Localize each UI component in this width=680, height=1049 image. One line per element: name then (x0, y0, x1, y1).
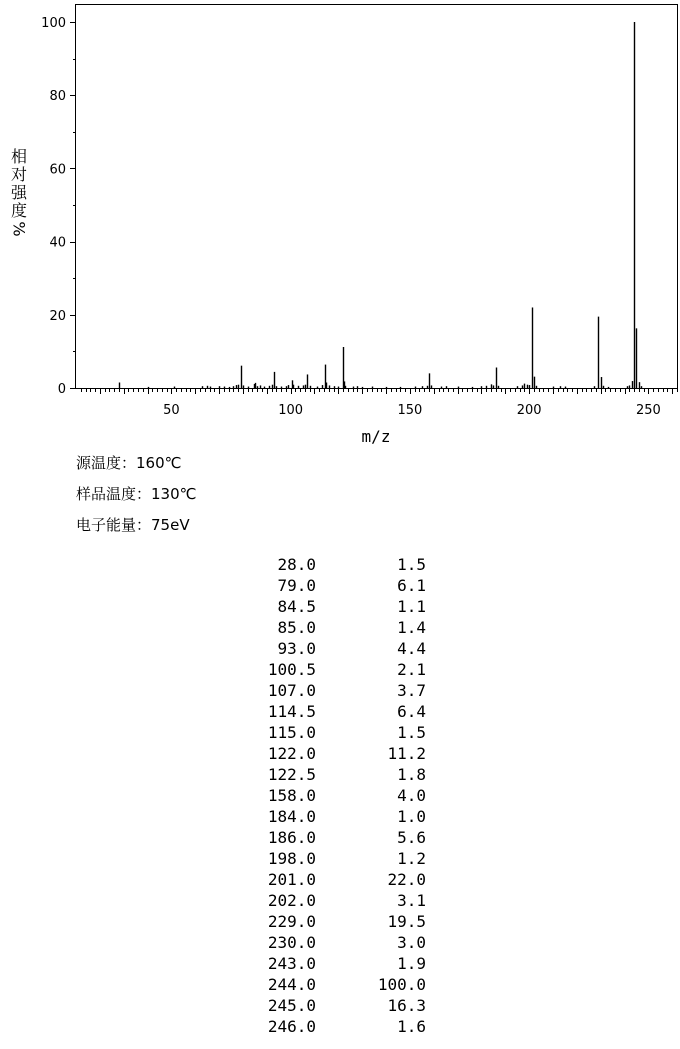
y-tick-label: 80 (49, 89, 66, 105)
table-row (200, 995, 426, 1016)
table-row (200, 764, 426, 785)
table-row (200, 554, 426, 575)
table-row (200, 701, 426, 722)
table-row (200, 827, 426, 848)
table-row (200, 911, 426, 932)
y-tick-label: 60 (49, 162, 66, 178)
mz-cell: 186.0 (267, 828, 316, 847)
abundance-cell: 2.1 (397, 660, 426, 679)
abundance-cell: 3.1 (397, 891, 426, 910)
mz-cell: 201.0 (267, 870, 316, 889)
y-tick-label: 20 (49, 308, 66, 324)
peak-list-table (200, 554, 426, 1037)
table-row (200, 1016, 426, 1037)
table-row (200, 806, 426, 827)
abundance-cell: 100.0 (377, 975, 426, 994)
x-tick-label: 100 (278, 403, 304, 418)
abundance-cell: 1.1 (397, 597, 426, 616)
mz-cell: 246.0 (267, 1017, 316, 1036)
mz-cell: 184.0 (267, 807, 316, 826)
mz-cell: 107.0 (267, 681, 316, 700)
table-row (200, 680, 426, 701)
table-row (200, 848, 426, 869)
table-row (200, 596, 426, 617)
y-axis-label-char: 相 (10, 147, 27, 166)
table-row (200, 617, 426, 638)
y-axis-label-char: 强 (10, 183, 27, 202)
mz-cell: 229.0 (267, 912, 316, 931)
abundance-cell: 1.5 (397, 555, 426, 574)
y-axis-label (8, 148, 30, 238)
abundance-cell: 1.8 (397, 765, 426, 784)
mass-spectrum-chart (0, 0, 680, 450)
table-row (200, 932, 426, 953)
abundance-cell: 4.0 (397, 786, 426, 805)
table-row (200, 974, 426, 995)
table-row (200, 743, 426, 764)
abundance-cell: 1.0 (397, 807, 426, 826)
abundance-cell: 6.4 (397, 702, 426, 721)
table-row (200, 659, 426, 680)
acquisition-conditions (76, 452, 196, 545)
electron-energy: 电子能量：75eV (76, 516, 190, 534)
abundance-cell: 4.4 (397, 639, 426, 658)
mz-cell: 202.0 (267, 891, 316, 910)
mz-cell: 84.5 (277, 597, 316, 616)
sample-temperature: 样品温度：130℃ (76, 485, 197, 503)
x-tick-label: 150 (397, 403, 423, 418)
x-tick-label: 250 (635, 403, 661, 418)
x-tick-label: 200 (516, 403, 542, 418)
abundance-cell: 1.5 (397, 723, 426, 742)
plot-frame (76, 5, 678, 389)
abundance-cell: 11.2 (387, 744, 426, 763)
y-tick-label: 100 (41, 16, 66, 31)
y-tick-label: 40 (49, 235, 66, 251)
table-row (200, 869, 426, 890)
mz-cell: 114.5 (267, 702, 316, 721)
abundance-cell: 5.6 (397, 828, 426, 847)
mz-cell: 28.0 (277, 555, 316, 574)
mz-cell: 85.0 (277, 618, 316, 637)
y-axis-label-char: 对 (10, 165, 27, 184)
y-axis-label-char: 度 (10, 201, 27, 220)
x-axis-label: m/z (361, 427, 391, 446)
abundance-cell: 3.7 (397, 681, 426, 700)
mz-cell: 158.0 (267, 786, 316, 805)
abundance-cell: 22.0 (387, 870, 426, 889)
abundance-cell: 1.6 (397, 1017, 426, 1036)
source-temperature: 源温度：160℃ (76, 454, 182, 472)
abundance-cell: 1.2 (397, 849, 426, 868)
mz-cell: 244.0 (267, 975, 316, 994)
abundance-cell: 3.0 (397, 933, 426, 952)
axis-ticks (70, 23, 678, 395)
mz-cell: 243.0 (267, 954, 316, 973)
table-row (200, 638, 426, 659)
abundance-cell: 16.3 (387, 996, 426, 1015)
abundance-cell: 1.9 (397, 954, 426, 973)
peak-bars (120, 22, 642, 388)
abundance-cell: 6.1 (397, 576, 426, 595)
mz-cell: 122.0 (267, 744, 316, 763)
mz-cell: 93.0 (277, 639, 316, 658)
table-row (200, 785, 426, 806)
abundance-cell: 1.4 (397, 618, 426, 637)
table-row (200, 953, 426, 974)
mz-cell: 100.5 (267, 660, 316, 679)
mz-cell: 115.0 (267, 723, 316, 742)
table-row (200, 575, 426, 596)
y-axis-label-unit: % (9, 221, 29, 237)
mz-cell: 245.0 (267, 996, 316, 1015)
y-tick-label: 0 (57, 382, 66, 397)
abundance-cell: 19.5 (387, 912, 426, 931)
x-tick-label: 50 (163, 403, 180, 418)
table-row (200, 722, 426, 743)
mz-cell: 122.5 (267, 765, 316, 784)
mz-cell: 230.0 (267, 933, 316, 952)
mz-cell: 198.0 (267, 849, 316, 868)
table-row (200, 890, 426, 911)
tick-labels (41, 16, 661, 418)
mz-cell: 79.0 (277, 576, 316, 595)
